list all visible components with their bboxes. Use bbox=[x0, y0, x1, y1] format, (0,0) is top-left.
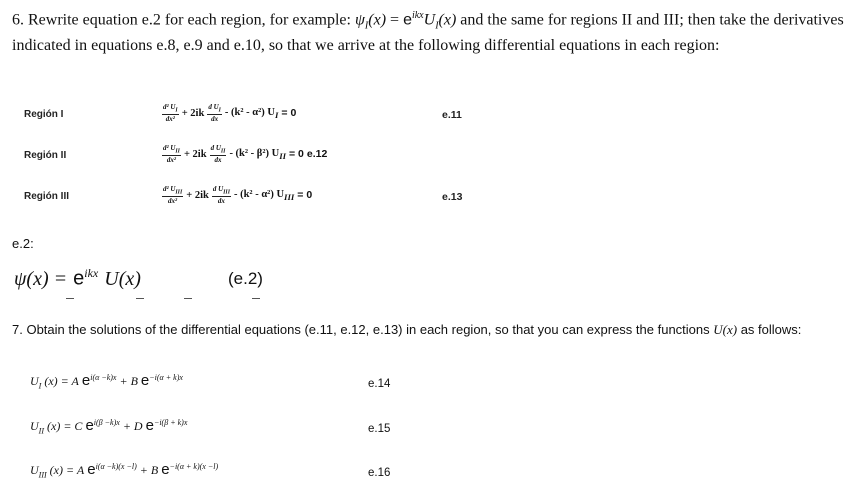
e2-dash-4 bbox=[252, 298, 260, 299]
region-1-frac2-num: d U bbox=[208, 103, 219, 111]
region-1-frac2-sub: I bbox=[218, 107, 221, 114]
sol-2-eq: = C bbox=[63, 419, 83, 433]
intro-U-sub: I bbox=[435, 20, 439, 32]
region-3-frac1 bbox=[162, 185, 183, 205]
region-1-frac2-den: dx bbox=[211, 115, 219, 124]
intro-psi-arg: (x) bbox=[368, 11, 387, 29]
intro-eq-sign: = bbox=[386, 11, 404, 29]
region-3-rest-sub: III bbox=[284, 191, 295, 202]
sol-3-eq: = A bbox=[66, 463, 85, 477]
sol-3-x: (x) bbox=[49, 463, 63, 477]
region-3-frac1-den: dx² bbox=[168, 197, 178, 206]
sol-1-U: U bbox=[30, 374, 39, 388]
region-2-equation bbox=[162, 144, 327, 164]
region-1-equation bbox=[162, 103, 296, 123]
region-1-frac1 bbox=[162, 103, 179, 123]
region-3-mid: + 2ik bbox=[186, 189, 209, 201]
sol-2-e1: e bbox=[85, 417, 94, 434]
region-1-label: Región I bbox=[24, 109, 64, 120]
region-2-frac2 bbox=[210, 144, 227, 164]
region-1-frac1-den: dx² bbox=[165, 115, 175, 124]
sol-1-sub: I bbox=[38, 381, 42, 391]
sol-1-eq: = A bbox=[60, 374, 79, 388]
p7-ux: U(x) bbox=[713, 322, 738, 337]
region-3-frac2-den: dx bbox=[217, 197, 225, 206]
sol-2-exp2: −i(β + k)x bbox=[153, 418, 188, 427]
sol-1-exp1: i(α −k)x bbox=[90, 373, 117, 382]
sol-3-U: U bbox=[30, 463, 39, 477]
region-2-rest: - (k² - β²) U bbox=[229, 147, 280, 159]
sol-2-U: U bbox=[30, 419, 39, 433]
e2-lhs: ψ(x) = bbox=[14, 267, 68, 290]
region-3-frac2-num: d U bbox=[212, 185, 224, 193]
e2-tag: (e.2) bbox=[228, 269, 263, 288]
sol-3-plus: + B bbox=[139, 463, 159, 477]
region-1-frac1-sub: I bbox=[175, 107, 178, 114]
sol-3-sub: III bbox=[38, 470, 47, 480]
region-2-frac2-num: d U bbox=[210, 144, 221, 152]
region-1-frac2 bbox=[207, 103, 222, 123]
region-2-label: Región II bbox=[24, 150, 67, 161]
intro-exp-base: e bbox=[403, 11, 412, 29]
sol-2-plus: + D bbox=[122, 419, 143, 433]
sol-2-sub: II bbox=[38, 426, 44, 436]
region-1-rest-sub: I bbox=[274, 109, 279, 120]
eq-tag-e12: e.12 bbox=[306, 148, 328, 161]
intro-psi: ψ bbox=[354, 11, 365, 29]
sol-1-exp2: −i(α + k)x bbox=[149, 373, 183, 382]
e2-equation bbox=[14, 266, 141, 291]
solution-e14 bbox=[30, 372, 183, 390]
intro-psi-sub: I bbox=[364, 20, 369, 32]
p7-text-start: 7. Obtain the solutions of the differential equations (e.11, e.12, e.13) in each region, so that you can express the functions bbox=[12, 322, 714, 337]
region-2-frac1 bbox=[162, 144, 181, 164]
region-1-mid: + 2ik bbox=[181, 107, 205, 119]
region-2-mid: + 2ik bbox=[183, 148, 207, 160]
region-3-frac2-sub: III bbox=[223, 189, 230, 196]
eq-tag-e14: e.14 bbox=[368, 378, 391, 390]
sol-2-e2: e bbox=[145, 417, 154, 434]
intro-paragraph bbox=[12, 6, 850, 55]
region-2-rest-sub: II bbox=[279, 150, 286, 161]
paragraph-7 bbox=[12, 320, 844, 339]
sol-2-exp1: i(β −k)x bbox=[93, 418, 120, 427]
intro-U-arg: (x) bbox=[438, 11, 457, 29]
sol-3-e1: e bbox=[87, 461, 96, 478]
e2-exp-base: e bbox=[73, 267, 85, 290]
eq-tag-e11: e.11 bbox=[442, 109, 462, 121]
region-2-frac2-den: dx bbox=[214, 156, 222, 165]
region-2-frac1-num: d² U bbox=[163, 144, 176, 152]
sol-1-plus: + B bbox=[119, 374, 138, 388]
intro-text-start: 6. Rewrite equation e.2 for each region, for example: bbox=[12, 11, 355, 29]
sol-3-exp1: i(α −k)(x −l) bbox=[95, 462, 137, 471]
eq-tag-e16: e.16 bbox=[368, 467, 391, 479]
e2-dash-2 bbox=[136, 298, 144, 299]
region-2-frac1-den: dx² bbox=[166, 156, 177, 165]
solution-e16 bbox=[30, 461, 218, 479]
solution-e15 bbox=[30, 417, 187, 435]
sol-1-e2: e bbox=[140, 372, 150, 389]
region-3-equation bbox=[162, 185, 312, 205]
eq-tag-e13: e.13 bbox=[442, 191, 463, 203]
region-2-frac1-sub: II bbox=[175, 148, 180, 155]
p7-text-end: as follows: bbox=[737, 322, 802, 337]
region-2-eq: = 0 bbox=[289, 148, 304, 161]
e2-dash-3 bbox=[184, 298, 192, 299]
e2-rhs: U(x) bbox=[104, 267, 141, 290]
region-3-frac1-num: d² U bbox=[163, 185, 176, 193]
region-3-frac1-sub: III bbox=[175, 189, 183, 196]
region-3-frac2 bbox=[212, 185, 231, 205]
sol-3-exp2: −i(α + k)(x −l) bbox=[169, 462, 219, 471]
e2-dash-1 bbox=[66, 298, 74, 299]
intro-U: U bbox=[423, 11, 436, 29]
region-3-label: Región III bbox=[24, 191, 69, 202]
e2-exp-power: ikx bbox=[84, 266, 99, 280]
intro-text-end: and the same for regions II and III; then take the derivatives indicated in equations e.8, e.9 and e.10, so that we arrive at the following differential equations in each region: bbox=[12, 11, 844, 54]
region-1-eq: = 0 bbox=[281, 107, 297, 120]
sol-3-e2: e bbox=[161, 461, 170, 478]
region-1-rest: - (k² - α²) U bbox=[224, 106, 275, 118]
region-1-frac1-num: d² U bbox=[163, 103, 176, 111]
region-3-eq: = 0 bbox=[297, 189, 313, 202]
sol-1-e1: e bbox=[81, 372, 91, 389]
e2-label: e.2: bbox=[12, 236, 34, 251]
intro-exp-power: ikx bbox=[411, 10, 424, 21]
sol-2-x: (x) bbox=[47, 419, 61, 433]
region-2-frac2-sub: II bbox=[220, 148, 226, 155]
region-3-rest: - (k² - α²) U bbox=[233, 188, 285, 200]
eq-tag-e15: e.15 bbox=[368, 423, 391, 435]
sol-1-x: (x) bbox=[44, 374, 58, 388]
